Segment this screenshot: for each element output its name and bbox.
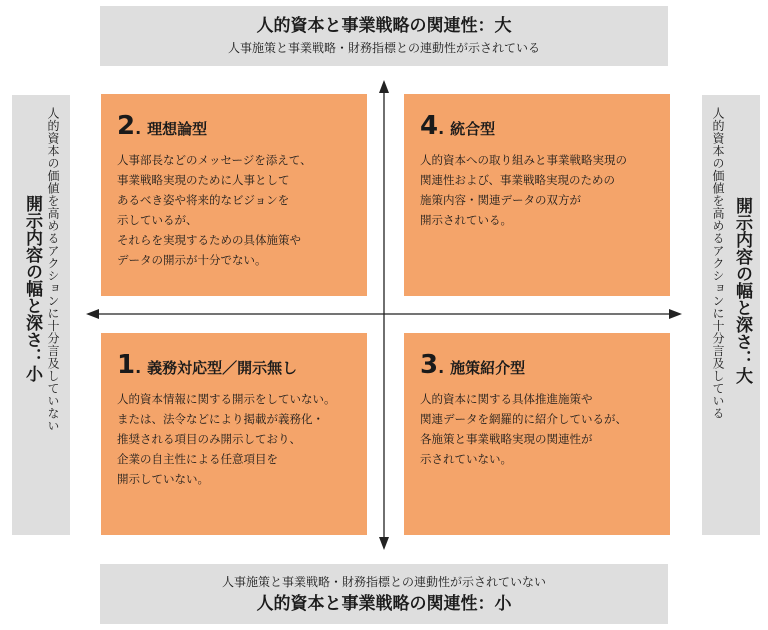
quadrant-text-line: 示されていない。 xyxy=(420,452,512,466)
top-axis-title: 人的資本と事業戦略の関連性：大 xyxy=(256,16,512,36)
quadrant-1-compliance-type xyxy=(101,333,367,535)
quadrant-number: 1 xyxy=(117,350,136,380)
quadrant-text-line: 関連データを網羅的に紹介しているが、 xyxy=(420,412,627,426)
quadrant-title: 施策紹介型 xyxy=(450,359,526,377)
quadrant-text-line: 企業の自主性による任意項目を xyxy=(117,452,278,466)
quadrant-title: 理想論型 xyxy=(147,120,208,138)
up-arrow-head xyxy=(379,80,389,93)
quadrant-text-line: 施策内容・関連データの双方が xyxy=(420,193,581,207)
quadrant-number: 4 xyxy=(420,111,439,141)
quadrant-number: 3 xyxy=(420,350,439,380)
quadrant-2-ideal-type xyxy=(101,94,367,296)
quadrant-text-line: データの開示が十分でない。 xyxy=(117,253,267,267)
quadrant-text-line: 各施策と事業戦略実現の関連性が xyxy=(420,432,593,446)
down-arrow-head xyxy=(379,537,389,550)
quadrant-text-line: あるべき姿や将来的なビジョンを xyxy=(117,193,290,207)
quadrant-text-line: 開示されている。 xyxy=(420,213,512,227)
quadrant-4-integrated-type xyxy=(404,94,670,296)
bottom-axis-subtitle: 人事施策と事業戦略・財務指標との連動性が示されていない xyxy=(221,575,546,589)
right-axis-title: 開示内容の幅と深さ：大 xyxy=(732,197,752,384)
quadrant-text-line: 示しているが、 xyxy=(117,213,198,227)
top-axis-subtitle: 人事施策と事業戦略・財務指標との連動性が示されている xyxy=(227,41,540,55)
quadrant-text-line: 人的資本への取り組みと事業戦略実現の xyxy=(420,153,627,167)
quadrant-dot: . xyxy=(438,119,445,138)
quadrant-3-measures-type xyxy=(404,333,670,535)
quadrant-text-line: 関連性および、事業戦略実現のための xyxy=(420,173,616,187)
quadrant-text-line: 開示していない。 xyxy=(117,472,209,486)
left-arrow-head xyxy=(86,309,99,319)
left-axis-subtitle: 人的資本の価値を高めるアクションに十分言及していない xyxy=(46,107,60,432)
quadrant-dot: . xyxy=(135,358,142,377)
quadrant-title: 統合型 xyxy=(450,120,496,138)
right-arrow-head xyxy=(669,309,682,319)
left-axis-title: 開示内容の幅と深さ：小 xyxy=(22,195,42,382)
quadrant-text-line: 人的資本情報に関する開示をしていない。 xyxy=(117,392,336,406)
quadrant-dot: . xyxy=(135,119,142,138)
quadrant-text-line: それらを実現するための具体施策や xyxy=(117,233,301,247)
quadrant-number: 2 xyxy=(117,111,136,141)
quadrant-text-line: 事業戦略実現のために人事として xyxy=(117,173,290,187)
quadrant-text-line: 人事部長などのメッセージを添えて、 xyxy=(117,153,312,167)
quadrant-text-line: または、法令などにより掲載が義務化・ xyxy=(117,412,324,426)
bottom-axis-title: 人的資本と事業戦略の関連性：小 xyxy=(256,594,512,614)
right-axis-subtitle: 人的資本の価値を高めるアクションに十分言及している xyxy=(711,107,725,420)
quadrant-title: 義務対応型／開示無し xyxy=(147,359,298,377)
quadrant-text-line: 人的資本に関する具体推進施策や xyxy=(420,392,593,406)
quadrant-text-line: 推奨される項目のみ開示しており、 xyxy=(117,432,301,446)
quadrant-dot: . xyxy=(438,358,445,377)
